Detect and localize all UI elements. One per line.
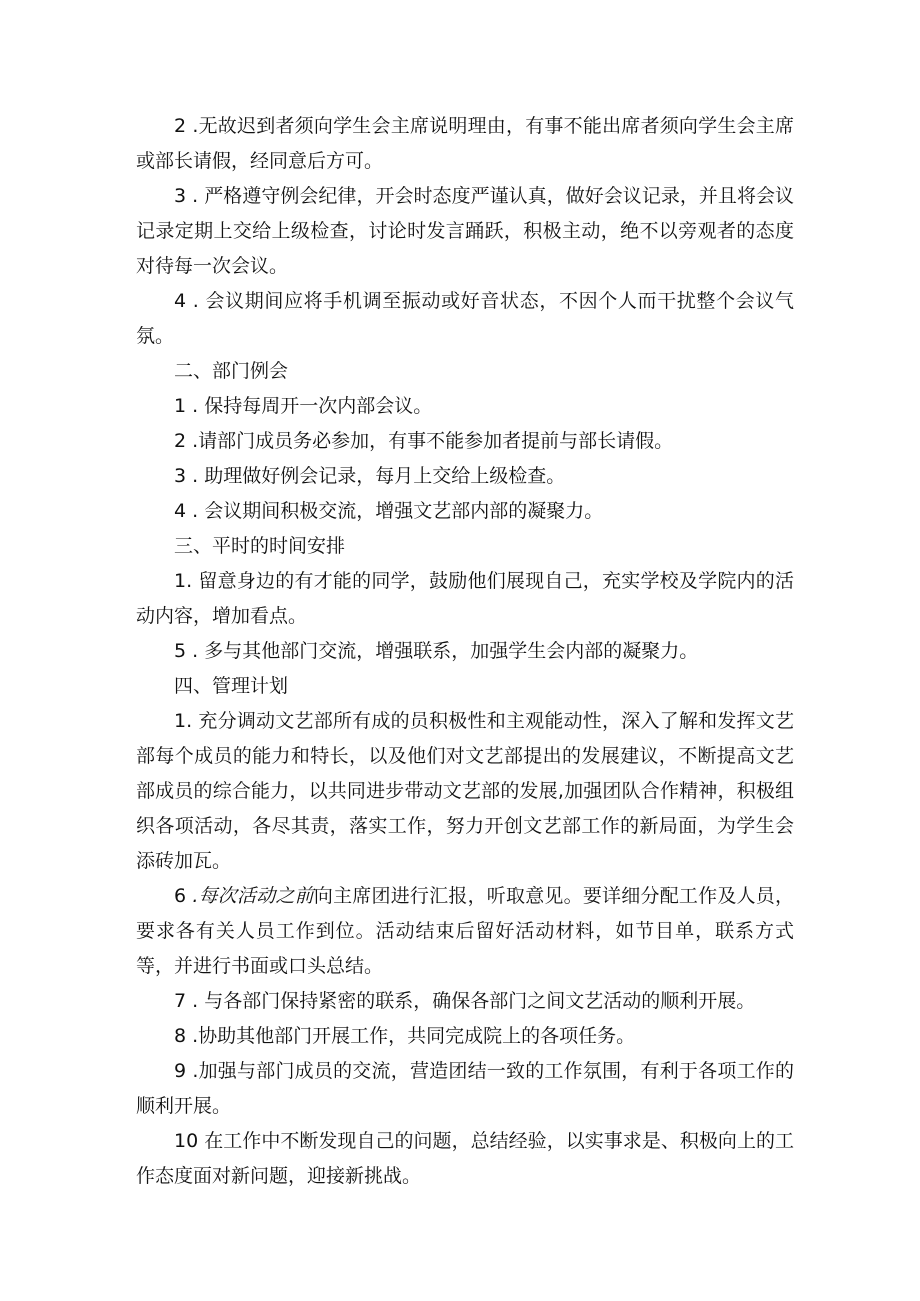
dept-2-paragraph: 2 .请部门成员务必参加，有事不能参加者提前与部长请假。 [174, 430, 674, 452]
section-3-heading: 三、平时的时间安排 [174, 535, 346, 557]
mgmt-7-paragraph: 7 . 与各部门保持紧密的联系，确保各部门之间文艺活动的顺利开展。 [174, 990, 756, 1012]
dept-4-paragraph: 4 . 会议期间积极交流，增强文艺部内部的凝聚力。 [174, 500, 604, 522]
document-body [136, 109, 794, 1194]
mgmt-6-number: 6 [174, 885, 193, 907]
mgmt-6-italic-phrase: .每次活动之前 [192, 885, 314, 907]
dept-1-paragraph: 1 . 保持每周开一次内部会议。 [174, 395, 433, 417]
rule-2-paragraph: 2 .无故迟到者须向学生会主席说明理由，有事不能出席者须向学生会主席或部长请假，经同意后方可。 [136, 115, 794, 172]
dept-3-paragraph: 3 . 助理做好例会记录，每月上交给上级检查。 [174, 465, 566, 487]
mgmt-10-paragraph: 10 在工作中不断发现自己的问题，总结经验，以实事求是、积极向上的工作态度面对新问题，迎接新挑战。 [136, 1130, 794, 1187]
mgmt-6-paragraph [136, 879, 794, 984]
time-5-paragraph: 5 . 多与其他部门交流，增强联系，加强学生会内部的凝聚力。 [174, 640, 699, 662]
mgmt-1-paragraph: 1. 充分调动文艺部所有成的员积极性和主观能动性，深入了解和发挥文艺部每个成员的能力和特长，以及他们对文艺部提出的发展建议，不断提高文艺部成员的综合能力，以共同进步带动文艺部的发展,加强团队合作精神，积极组织各项活动，各尽其责，落实工作，努力开创文艺部工作的新局面，为学生会添砖加瓦。 [136, 710, 794, 872]
section-4-heading: 四、管理计划 [174, 675, 289, 697]
mgmt-8-paragraph: 8 .协助其他部门开展工作，共同完成院上的各项任务。 [174, 1025, 636, 1047]
mgmt-9-paragraph: 9 .加强与部门成员的交流，营造团结一致的工作氛围，有利于各项工作的顺利开展。 [136, 1060, 794, 1117]
rule-4-paragraph: 4 . 会议期间应将手机调至振动或好音状态，不因个人而干扰整个会议气氛。 [136, 290, 794, 347]
time-1-paragraph: 1. 留意身边的有才能的同学，鼓励他们展现自己，充实学校及学院内的活动内容，增加看点。 [136, 570, 794, 627]
mgmt-6-text: 向主席团进行汇报，听取意见。要详细分配工作及人员，要求各有关人员工作到位。活动结束后留好活动材料，如节目单，联系方式等，并进行书面或口头总结。 [136, 885, 794, 977]
rule-3-paragraph: 3 . 严格遵守例会纪律，开会时态度严谨认真，做好会议记录，并且将会议记录定期上交给上级检查，讨论时发言踊跃，积极主动，绝不以旁观者的态度对待每一次会议。 [136, 185, 794, 277]
section-2-heading: 二、部门例会 [174, 360, 289, 382]
